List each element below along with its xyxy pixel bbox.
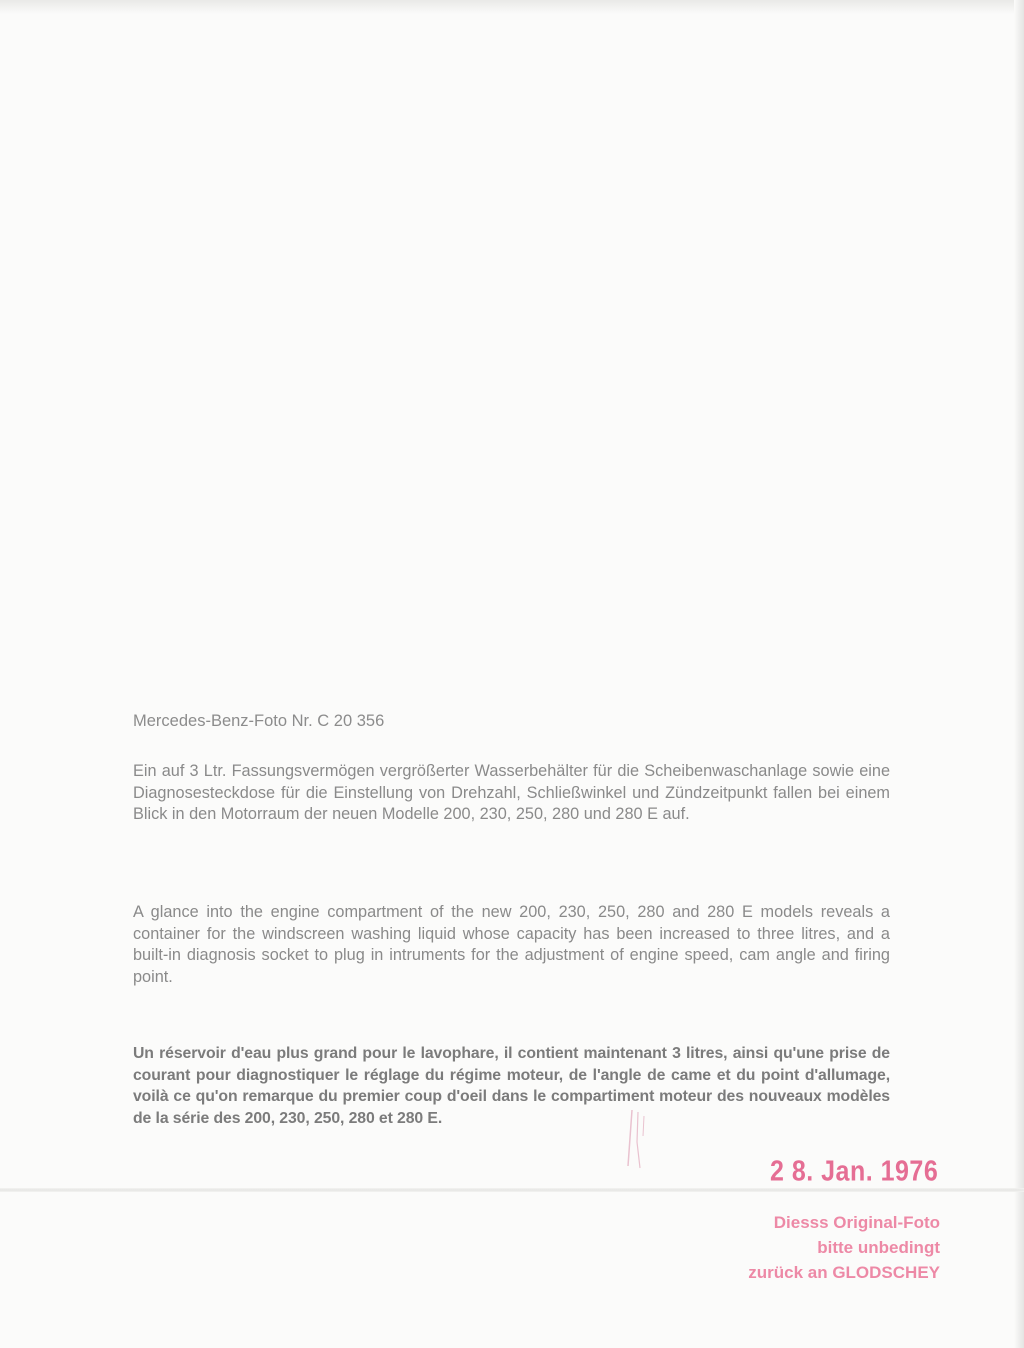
date-stamp: 2 8. Jan. 1976 [770, 1155, 939, 1188]
return-stamp [690, 1210, 940, 1285]
return-stamp-line-2: bitte unbedingt [817, 1238, 940, 1257]
return-stamp-line-1: Diesss Original-Foto [773, 1213, 940, 1232]
paragraph-english: A glance into the engine compartment of the new 200, 230, 250, 280 and 280 E models reveals a container for the windscreen washing liquid whose capacity has been increased to three litres, and a built-in diagnosis socket to plug in intruments for the adjustment of engine speed, cam angle and firing point. [133, 903, 890, 986]
page-edge-right [1014, 0, 1024, 1348]
photo-caption: Mercedes-Benz-Foto Nr. C 20 356 [133, 712, 385, 730]
return-stamp-line-3: zurück an GLODSCHEY [748, 1263, 940, 1282]
paragraph-german: Ein auf 3 Ltr. Fassungsvermögen vergrößerter Wasserbehälter für die Scheibenwaschanlage sowie eine Diagnosesteckdose für die Einstellung von Drehzahl, Schließwinkel und Zündzeitpunkt fallen bei einem Blick in den Motorraum der neuen Modelle 200, 230, 250, 280 und 280 E auf. [133, 762, 890, 824]
pen-mark-icon [620, 1108, 650, 1170]
fold-line [0, 1188, 1024, 1192]
page-edge-top [0, 0, 1024, 14]
paragraph-french: Un réservoir d'eau plus grand pour le lavophare, il contient maintenant 3 litres, ainsi qu'une prise de courant pour diagnostiquer le réglage du régime moteur, de l'angle de came et du point d'allumage, voilà ce qu'on remarque du premier coup d'oeil dans le compartiment moteur des nouveaux modèles de la série des 200, 230, 250, 280 et 280 E. [133, 1045, 890, 1127]
